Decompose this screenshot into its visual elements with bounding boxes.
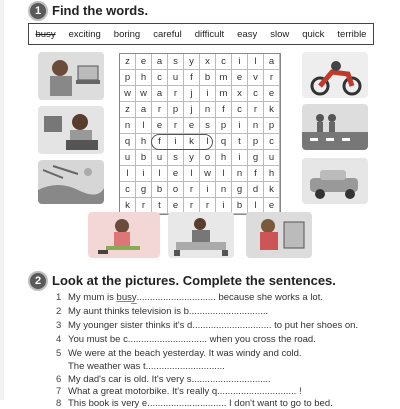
grid-letter: u (152, 150, 168, 166)
grid-letter: r (168, 86, 184, 102)
grid-letter: w (136, 86, 152, 102)
sentence-number: 1 (56, 292, 62, 303)
sentence-text: My aunt thinks television is b.............................. (68, 306, 269, 317)
grid-letter: i (232, 54, 248, 70)
grid-letter: r (200, 198, 216, 214)
grid-letter: l (136, 118, 152, 134)
grid-letter: b (200, 70, 216, 86)
grid-letter: c (120, 182, 136, 198)
grid-letter: e (168, 166, 184, 182)
grid-letter: f (184, 70, 200, 86)
grid-letter: e (264, 198, 280, 214)
grid-letter: d (248, 182, 264, 198)
sentence-row (56, 334, 316, 345)
grid-letter: i (168, 134, 184, 150)
grid-letter: e (168, 198, 184, 214)
word-quick: quick (302, 28, 325, 40)
grid-letter: m (216, 70, 232, 86)
grid-letter: r (248, 102, 264, 118)
sentence-text: You must be c.............................. when you cross the road. (68, 334, 316, 345)
grid-letter: l (248, 54, 264, 70)
grid-letter: g (136, 182, 152, 198)
grid-letter: x (200, 54, 216, 70)
grid-letter: n (120, 118, 136, 134)
grid-letter: b (152, 182, 168, 198)
exercise-1-title: Find the words. (52, 3, 149, 18)
grid-letter: p (216, 118, 232, 134)
sentence-text: The weather was t.............................. (68, 361, 225, 372)
grid-letter: p (264, 118, 280, 134)
grid-letter: l (216, 166, 232, 182)
grid-letter: l (184, 166, 200, 182)
sentence-text: My younger sister thinks it's d.............................. to put her shoes on. (68, 320, 359, 331)
grid-letter: i (200, 182, 216, 198)
grid-letter: l (120, 166, 136, 182)
grid-letter: i (200, 86, 216, 102)
sentence-number: 8 (56, 398, 62, 409)
grid-letter: a (136, 102, 152, 118)
sentence-text: My mum is b̲u̲s̲y̲.............................. because she works a lot. (68, 292, 323, 303)
grid-letter: k (264, 102, 280, 118)
grid-letter: h (264, 166, 280, 182)
page-edge (0, 0, 4, 400)
grid-letter: a (152, 86, 168, 102)
grid-letter: k (184, 134, 200, 150)
grid-letter: s (200, 118, 216, 134)
grid-letter: b (232, 198, 248, 214)
sentence-text: We were at the beach yesterday. It was windy and cold. (68, 348, 302, 359)
grid-letter: q (216, 134, 232, 150)
grid-letter: w (200, 166, 216, 182)
word-terrible: terrible (337, 28, 367, 40)
word-difficult: difficult (194, 28, 225, 40)
grid-letter: g (248, 150, 264, 166)
grid-letter: f (216, 102, 232, 118)
grid-letter: o (168, 182, 184, 198)
picture-dad-car-sign (168, 212, 234, 258)
grid-letter: e (184, 118, 200, 134)
sentence-row (56, 374, 271, 385)
grid-letter: c (264, 134, 280, 150)
grid-letter: l (152, 166, 168, 182)
grid-letter: p (120, 70, 136, 86)
grid-letter: w (120, 86, 136, 102)
sentence-number: 4 (56, 334, 62, 345)
grid-letter: v (248, 70, 264, 86)
grid-letter: j (184, 86, 200, 102)
sentence-number: 3 (56, 320, 62, 331)
picture-exciting-book (246, 212, 312, 258)
word-exciting: exciting (68, 28, 101, 40)
picture-windy-beach (38, 160, 104, 204)
grid-letter: c (216, 54, 232, 70)
grid-letter: c (248, 86, 264, 102)
grid-letter: i (136, 166, 152, 182)
grid-letter: l (248, 198, 264, 214)
grid-letter: r (136, 198, 152, 214)
grid-letter: n (200, 102, 216, 118)
grid-letter: s (168, 150, 184, 166)
exercise-2-title: Look at the pictures. Complete the sentences. (52, 273, 336, 288)
grid-letter: j (184, 102, 200, 118)
sentence-number: 2 (56, 306, 62, 317)
grid-letter: c (152, 70, 168, 86)
grid-letter: s (168, 54, 184, 70)
grid-letter: y (184, 54, 200, 70)
grid-letter: u (168, 70, 184, 86)
grid-letter: u (264, 150, 280, 166)
grid-letter: i (232, 118, 248, 134)
grid-letter: p (248, 134, 264, 150)
sentence-text: My dad's car is old. It's very s.............................. (68, 374, 271, 385)
grid-letter: f (152, 134, 168, 150)
word-careful: careful (153, 28, 182, 40)
picture-old-car (302, 158, 368, 204)
exercise-1-number: 1 (28, 1, 48, 21)
grid-letter: r (152, 102, 168, 118)
grid-letter: n (216, 182, 232, 198)
busy-circle-mark (151, 134, 213, 150)
picture-crossing-road (302, 104, 368, 150)
grid-letter: k (120, 198, 136, 214)
grid-letter: o (200, 150, 216, 166)
grid-letter: x (232, 86, 248, 102)
grid-letter: c (232, 102, 248, 118)
sentence-number: 7 (56, 386, 62, 397)
grid-letter: l (200, 134, 216, 150)
word-bank (28, 23, 374, 45)
picture-aunt-tv (38, 106, 104, 154)
grid-letter: r (264, 70, 280, 86)
grid-letter: i (216, 198, 232, 214)
grid-letter: f (248, 166, 264, 182)
grid-letter: r (168, 118, 184, 134)
grid-letter: a (152, 54, 168, 70)
picture-shoes (88, 212, 160, 258)
sentence-row (56, 361, 225, 372)
word-easy: easy (237, 28, 258, 40)
grid-letter: r (184, 198, 200, 214)
sentence-row (56, 292, 323, 303)
grid-letter: h (136, 70, 152, 86)
grid-letter: m (216, 86, 232, 102)
grid-letter: z (120, 54, 136, 70)
picture-busy-mum (38, 52, 104, 100)
grid-letter: n (248, 118, 264, 134)
grid-letter: z (120, 102, 136, 118)
grid-letter: e (136, 54, 152, 70)
grid-letter: a (264, 54, 280, 70)
word-slow: slow (270, 28, 290, 40)
grid-letter: h (136, 134, 152, 150)
sentence-text: What a great motorbike. It's really q.............................. ! (68, 386, 302, 397)
grid-letter: r (184, 182, 200, 198)
grid-letter: u (120, 150, 136, 166)
grid-letter: t (232, 134, 248, 150)
grid-letter: t (152, 198, 168, 214)
exercise-2-number: 2 (28, 271, 48, 291)
grid-letter: q (120, 134, 136, 150)
grid-letter: y (184, 150, 200, 166)
sentence-row (56, 348, 302, 359)
grid-letter: k (264, 182, 280, 198)
word-boring: boring (113, 28, 141, 40)
sentence-number: 5 (56, 348, 62, 359)
grid-letter: e (264, 86, 280, 102)
grid-letter: e (232, 70, 248, 86)
picture-motorbike (302, 52, 368, 98)
word-busy: busy (35, 28, 56, 40)
grid-letter: n (232, 166, 248, 182)
grid-letter: p (168, 102, 184, 118)
sentence-row (56, 320, 358, 331)
grid-letter: g (232, 182, 248, 198)
sentence-number: 6 (56, 374, 62, 385)
grid-letter: e (152, 118, 168, 134)
grid-letter: i (232, 150, 248, 166)
sentence-row (56, 306, 268, 317)
sentence-row (56, 386, 302, 397)
sentence-text: This book is very e.............................. I don't want to go to bed. (68, 398, 333, 409)
grid-letter: h (216, 150, 232, 166)
grid-letter: b (136, 150, 152, 166)
